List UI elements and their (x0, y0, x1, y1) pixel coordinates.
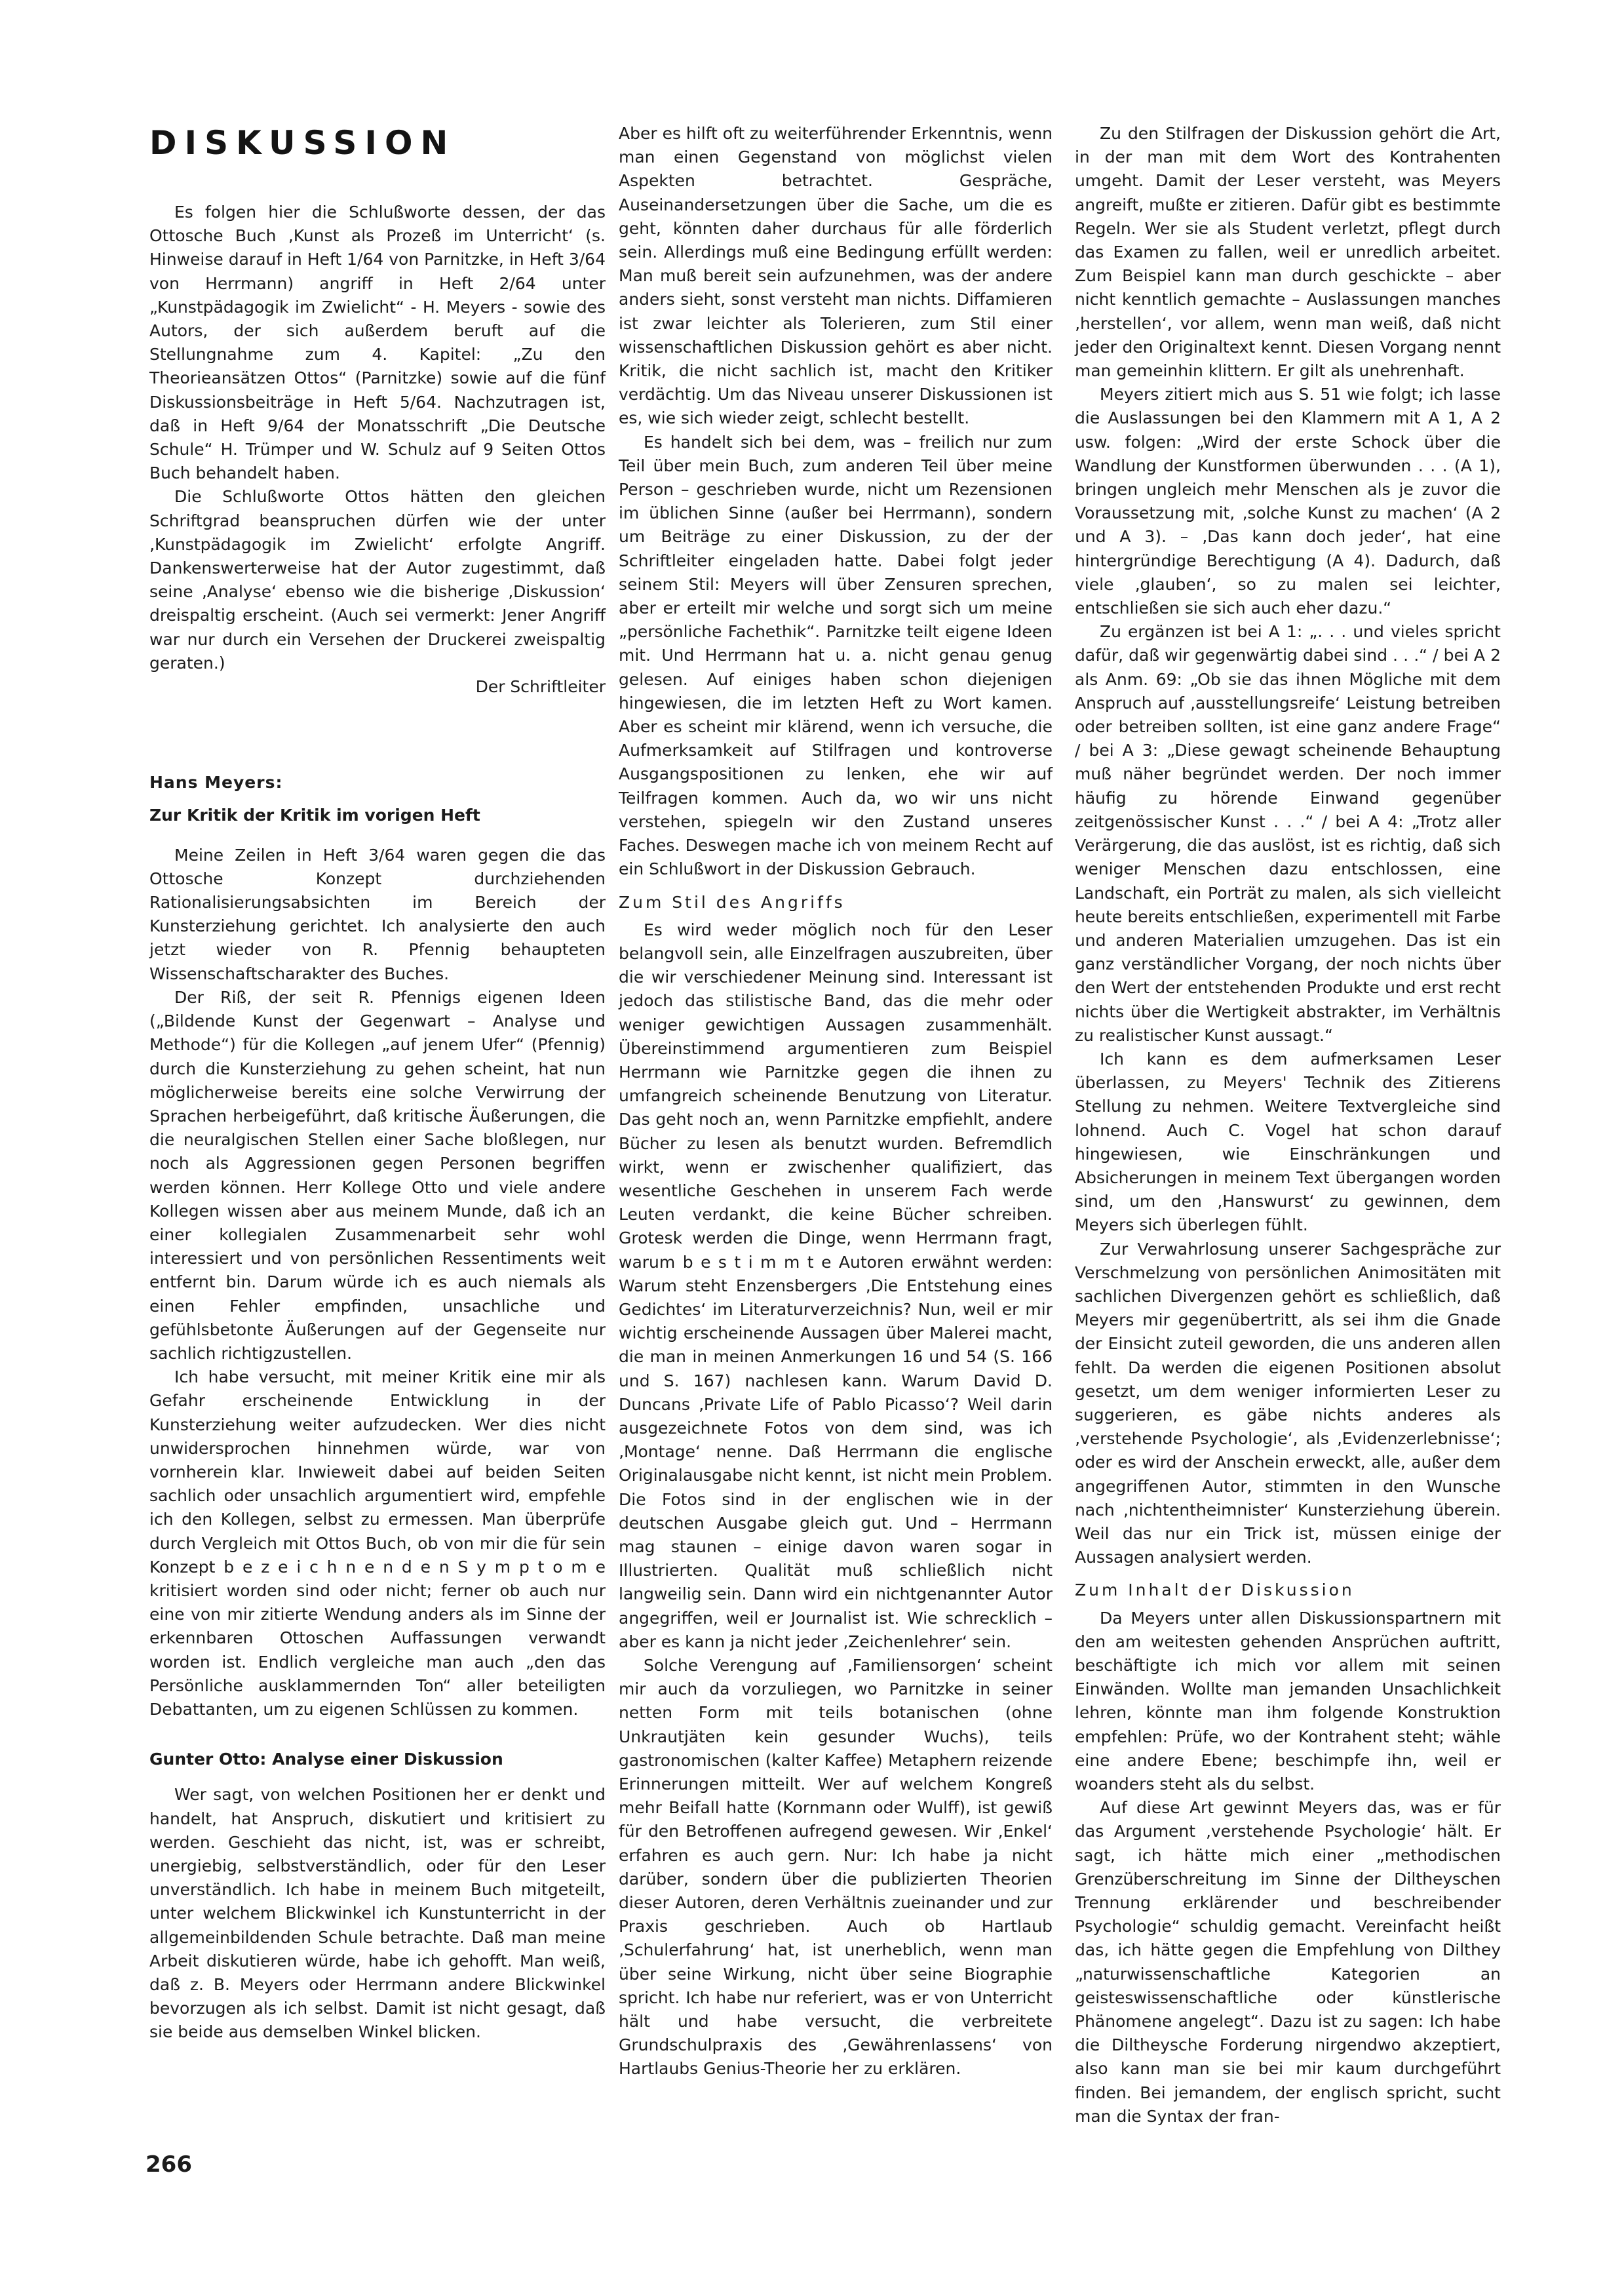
body-paragraph: Zu ergänzen ist bei A 1: „. . . und vieles spricht dafür, daß wir gegenwärtig dabei sind . . .“ / bei A 2 als Anm. 69: „Ob sie das ihnen Mögliche mit dem Anspruch auf ‚ausstellungsreife‘ Leistung betreiben oder betreiben sollten, ist eine ganz andere Frage“ / bei A 3: „Diese gewagt scheinende Behauptung muß näher begründet werden. Der noch immer häufig zu hörende Einwand gegenüber zeitgenössischer Kunst . . .“ / bei A 4: „Trotz aller Verärgerung, die das auslöst, ist es richtig, daß sich weniger Menschen dazu entschlossen, eine Landschaft, ein Porträt zu malen, als sich vielleicht heute bereits entschließen, experimentell mit Farbe und anderen Materialien umzugehen. Das ist ein ganz verständlicher Vorgang, der noch nichts über den Wert der entstehenden Produkte und erst recht nichts über die Wertigkeit abstrakter, im Verhältnis zu realistischer Kunst aussagt.“ (1075, 622, 1501, 1045)
body-paragraph: Der Riß, der seit R. Pfennigs eigenen Ideen („Bildende Kunst der Gegenwart – Analyse und Methode“) für die Kollegen „auf jenem Ufer“ (Pfennig) durch die Kunsterziehung zu gehen scheint, hat nun möglicherweise bereits eine solche Verwirrung der Sprachen herbeigeführt, daß kritische Äußerungen, die die neuralgischen Stellen einer Sache bloßlegen, nur noch als Aggressionen gegen Personen begriffen werden können. Herr Kollege Otto und viele andere Kollegen wissen aber aus meinem Munde, daß ich an einer kollegialen Zusammenarbeit sehr wohl interessiert und von persönlichen Ressentiments weit entfernt bin. Darum würde ich es auch niemals als einen Fehler empfinden, unsachliche und gefühlsbetonte Äußerungen auf der Gegenseite nur sachlich richtigzustellen. (149, 987, 606, 1363)
body-paragraph: Es handelt sich bei dem, was – freilich nur zum Teil über mein Buch, zum anderen Teil über meine Person – geschrieben wurde, nicht um Rezensionen im üblichen Sinne (außer bei Herrmann), sondern um Beiträge zu einer Diskussion, zu der der Schriftleiter eingeladen hatte. Dabei folgt jeder seinem Stil: Meyers will über Zensuren sprechen, aber er erteilt mir welche und sorgt sich um meine „persönliche Fachethik“. Parnitzke teilt eigene Ideen mit. Und Herrmann hat u. a. nicht genau genug gelesen. Auf einiges haben schon diejenigen hingewiesen, die im letzten Heft zu Wort kamen. Aber es scheint mir klärend, wenn ich versuche, die Aufmerksamkeit auf Stilfragen und kontroverse Ausgangspositionen zu lenken, ehe wir auf Teilfragen kommen. Auch da, wo wir uns nicht verstehen, spiegeln wir den Zustand unseres Faches. Deswegen mache ich von meinem Recht auf ein Schlußwort in der Diskussion Gebrauch. (619, 432, 1053, 879)
body-paragraph: Aber es hilft oft zu weiterführender Erkenntnis, wenn man einen Gegenstand von möglichst vielen Aspekten betrachtet. Gespräche, Auseinandersetzungen über die Sache, um die es geht, könnten daher durchaus für alle förderlich sein. Allerdings muß eine Bedingung erfüllt werden: Man muß bereit sein aufzunehmen, was der andere anders sieht, sonst versteht man nichts. Diffamieren ist zwar leichter als Tolerieren, zum Stil einer wissenschaftlichen Diskussion gehört es aber nicht. Kritik, die nicht sachlich ist, macht den Kritiker verdächtig. Um das Niveau unserer Diskussionen ist es, wie sich wieder zeigt, schlecht bestellt. (619, 124, 1053, 428)
body-paragraph: Zur Verwahrlosung unserer Sachgespräche zur Verschmelzung von persönlichen Animositäten mit sachlichen Divergenzen gehört es schließlich, daß Meyers mir gegenübertritt, als sei ihm die Gnade der Einsicht zuteil geworden, die uns anderen allen fehlt. Da werden die eigenen Positionen absolut gesetzt, um dem weniger informierten Leser zu suggerieren, es gäbe nichts anderes als ‚verstehende Psychologie‘, als ‚Evidenzerlebnisse‘; oder es wird der Anschein erweckt, alle, außer dem angegriffenen Autor, stimmten in den Wunsche nach ‚nichtentheimnister‘ Kunsterziehung überein. Weil das nur ein Trick ist, müssen einige der Aussagen analysiert werden. (1075, 1239, 1501, 1567)
body-paragraph: Meyers zitiert mich aus S. 51 wie folgt; ich lasse die Auslassungen bei den Klammern mit A 1, A 2 usw. folgen: „Wird der erste Schock über die Wandlung der Kunstformen überwunden . . . (A 1), bringen ungleich mehr Menschen als je zuvor die Voraussetzung mit, ‚solche Kunst zu machen‘ (A 2 und A 3). – ‚Das kann doch jeder‘, hat eine hintergründige Berechtigung (A 4). Dadurch, daß viele ‚glauben‘, so zu malen sei leichter, entschließen sie sich auch eher dazu.“ (1075, 385, 1501, 618)
column-middle (619, 122, 1053, 2081)
body-paragraph: Ich habe versucht, mit meiner Kritik eine mir als Gefahr erscheinende Entwicklung in der Kunsterziehung weiter aufzudecken. Wer dies nicht unwidersprochen hinnehmen würde, war von vornherein klar. Inwieweit dabei auf beiden Seiten sachlich oder unsachlich argumentiert wird, empfehle ich den Kollegen, selbst zu ermessen. Man überprüfe durch Vergleich mit Ottos Buch, ob von mir die für sein Konzept b e z e i c h n e n d e n S y m p t o m e kritisiert worden sind oder nicht; ferner ob auch nur eine von mir zitierte Wendung anders als im Sinne der erkennbaren Ottoschen Auffassungen verwandt worden ist. Endlich vergleiche man auch „den das Persönliche ausklammernden Ton“ aller beteiligten Debattanten, um zu eigenen Schlüssen zu kommen. (149, 1367, 606, 1719)
article-heading: Gunter Otto: Analyse einer Diskussion (149, 1750, 503, 1769)
body-paragraph: Da Meyers unter allen Diskussionspartnern mit den am weitesten gehenden Ansprüchen auftritt, beschäftigte ich mich vor allem mit seinen Einwänden. Wollte man jemanden Unsachlichkeit lehren, könnte man ihm folgende Konstruktion empfehlen: Prüfe, wo der Kontrahent steht; wähle eine andere Ebene; beschimpfe ihn, weil er woanders steht als du selbst. (1075, 1608, 1501, 1794)
intro-paragraph: Die Schlußworte Ottos hätten den gleichen Schriftgrad beanspruchen dürfen wie der unter ‚Kunstpädagogik im Zwielicht‘ erfolgte Angriff. Dankenswerterweise hat der Autor zugestimmt, daß seine ‚Analyse‘ ebenso wie die bisherige ‚Diskussion‘ dreispaltig erscheint. (Auch sei vermerkt: Jener Angriff war nur durch ein Versehen der Druckerei zweispaltig geraten.) (149, 487, 606, 673)
page-title: DISKUSSION (149, 124, 456, 162)
page-number: 266 (145, 2151, 192, 2178)
intro-paragraph: Es folgen hier die Schlußworte dessen, der das Ottosche Buch ‚Kunst als Prozeß im Unterricht‘ (s. Hinweise darauf in Heft 1/64 von Parnitzke, in Heft 3/64 von Herrmann) angriff in Heft 2/64 unter „Kunstpädagogik im Zwielicht“ - H. Meyers - sowie des Autors, der sich außerdem beruft auf die Stellungnahme zum 4. Kapitel: „Zu den Theorieansätzen Ottos“ (Parnitzke) sowie auf die fünf Diskussionsbeiträge in Heft 5/64. Nachzutragen ist, daß in Heft 9/64 der Monatsschrift „Die Deutsche Schule“ H. Trümper und W. Schulz auf 9 Seiten Ottos Buch behandelt haben. (149, 203, 606, 483)
column-left (149, 122, 606, 2045)
author-name: Hans Meyers: (149, 773, 283, 793)
column-right (1075, 122, 1501, 2128)
body-paragraph: Zu den Stilfragen der Diskussion gehört die Art, in der man mit dem Wort des Kontrahenten umgeht. Damit der Leser versteht, was Meyers angreift, mußte er zitieren. Dafür gibt es bestimmte Regeln. Wer sie als Student verletzt, pflegt durch das Examen zu fallen, weil er unredlich arbeitet. Zum Beispiel kann man durch geschickte – aber nicht kenntlich gemachte – Auslassungen manches ‚herstellen‘, vor allem, wenn man weiß, daß nicht jeder den Originaltext kennt. Diesen Vorgang nennt man gemeinhin klittern. Er gilt als unehrenhaft. (1075, 124, 1501, 381)
article-heading: Zur Kritik der Kritik im vorigen Heft (149, 806, 480, 825)
body-paragraph: Es wird weder möglich noch für den Leser belangvoll sein, alle Einzelfragen auszubreiten, über die wir verschiedener Meinung sind. Interessant ist jedoch das stilistische Band, das die mehr oder weniger gewichtigen Aussagen zusammenhält. Übereinstimmend argumentieren zum Beispiel Herrmann wie Parnitzke gegen die ihnen zu umfangreich scheinende Benutzung von Literatur. Das geht noch an, wenn Parnitzke empfiehlt, andere Bücher zu lesen als benutzt wurden. Befremdlich wirkt, wenn er zwischenher qualifiziert, das wesentliche Geschehen in unserem Fach werde Leuten verdankt, die keine Bücher schreiben. Grotesk werden die Dinge, wenn Herrmann fragt, warum b e s t i m m t e Autoren erwähnt werden: Warum steht Enzensbergers ‚Die Entstehung eines Gedichtes‘ im Literaturverzeichnis? Nun, weil er mir wichtig erscheinende Aussagen über Malerei macht, die man in meinen Anmerkungen 16 und 54 (S. 166 und S. 167) nachlesen kann. Warum David D. Duncans ‚Private Life of Pablo Picasso‘? Weil darin ausgezeichnete Fotos von dem sind, was ich ‚Montage‘ nenne. Daß Herrmann die englische Originalausgabe nicht kennt, ist nicht mein Problem. Die Fotos sind in der englischen wie in der deutschen Ausgabe gleich gut. Und – Herrmann mag staunen – einige davon waren sogar in Illustrierten. Qualität muß schließlich nicht langweilig sein. Dann wird ein nichtgenannter Autor angegriffen, weil er Journalist ist. Wie schrecklich – aber es kann ja nicht jeder ‚Zeichenlehrer‘ sein. (619, 920, 1053, 1651)
body-paragraph: Solche Verengung auf ‚Familiensorgen‘ scheint mir auch da vorzuliegen, wo Parnitzke in seiner netten Form mit teils botanischen (ohne Unkrautjäten kein gesunder Wuchs), teils gastronomischen (kalter Kaffee) Metaphern reizende Erinnerungen mitteilt. Wer auf welchem Kongreß mehr Beifall hatte (Kornmann oder Wulff), ist gewiß für den Betroffenen aufregend gewesen. Wir ‚Enkel‘ erfahren es auch gern. Nur: Ich habe ja nicht darüber, sondern über die publizierten Theorien dieser Autoren, deren Verhältnis zueinander und zur Praxis geschrieben. Auch ob Hartlaub ‚Schulerfahrung‘ hat, ist unerheblich, wenn man über seine Wirkung, nicht über seine Biographie spricht. Ich habe nur referiert, was er von Unterricht hält und habe versucht, die verbreitete Grundschulpraxis des ‚Gewährenlassens‘ von Hartlaubs Genius-Theorie her zu erklären. (619, 1656, 1053, 2079)
body-paragraph: Meine Zeilen in Heft 3/64 waren gegen die das Ottosche Konzept durchziehenden Rationalisierungsabsichten im Bereich der Kunsterziehung gerichtet. Ich analysierte den auch jetzt wieder von R. Pfennig behaupteten Wissenschaftscharakter des Buches. (149, 845, 606, 983)
section-subheading: Zum Inhalt der Diskussion (1075, 1580, 1355, 1600)
body-paragraph: Wer sagt, von welchen Positionen her er denkt und handelt, hat Anspruch, diskutiert und kritisiert zu werden. Geschieht das nicht, ist, was er schreibt, unergiebig, selbstverständlich, oder für den Leser unverständlich. Ich habe in meinem Buch mitgeteilt, unter welchem Blickwinkel ich Kunstunterricht in der allgemeinbildenden Schule betrachte. Daß man meine Arbeit diskutieren würde, habe ich gehofft. Man weiß, daß z. B. Meyers oder Herrmann andere Blickwinkel bevorzugen als ich selbst. Damit ist nicht gesagt, daß sie beide aus demselben Winkel blicken. (149, 1785, 606, 2042)
editor-signature: Der Schriftleiter (475, 677, 606, 697)
body-paragraph: Ich kann es dem aufmerksamen Leser überlassen, zu Meyers' Technik des Zitierens Stellung zu nehmen. Weitere Textvergleiche sind lohnend. Auch C. Vogel hat schon darauf hingewiesen, wie Einschränkungen und Absicherungen in meinem Text übergangen worden sind, um den ‚Hanswurst‘ zu gewinnen, dem Meyers sich überlegen fühlt. (1075, 1049, 1501, 1235)
body-paragraph: Auf diese Art gewinnt Meyers das, was er für das Argument ‚verstehende Psychologie‘ hält. Er sagt, ich hätte mich einer „methodischen Grenzüberschreitung im Sinne der Diltheyschen Trennung erklärender und beschreibender Psychologie“ schuldig gemacht. Vereinfacht heißt das, ich hätte gegen die Empfehlung von Dilthey „naturwissenschaftliche Kategorien an geisteswissenschaftliche oder künstlerische Phänomene angelegt“. Dazu ist zu sagen: Ich habe die Diltheysche Forderung nirgendwo akzeptiert, also kann man sie bei mir kaum durchgeführt finden. Bei jemandem, der englisch spricht, sucht man die Syntax der fran- (1075, 1798, 1501, 2126)
section-subheading: Zum Stil des Angriffs (619, 892, 845, 912)
